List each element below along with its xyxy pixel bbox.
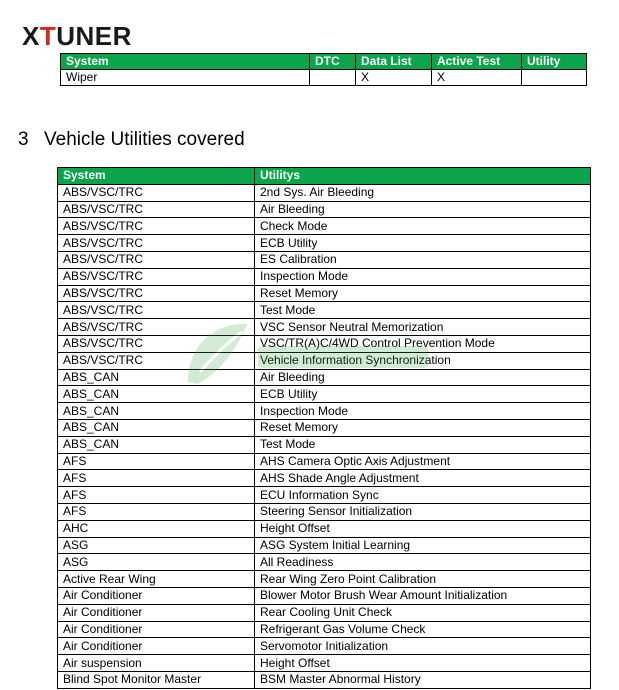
cell-active-test: X	[432, 70, 522, 86]
cell-system: AFS	[58, 453, 255, 470]
cell-system: ABS/VSC/TRC	[58, 302, 255, 319]
xtuner-logo	[22, 22, 132, 50]
header-system: System	[61, 54, 310, 70]
system-coverage-table	[60, 53, 587, 86]
cell-utility: Rear Wing Zero Point Calibration	[255, 571, 591, 588]
cell-system: Wiper	[61, 70, 310, 86]
utilities-table-header-row	[58, 168, 591, 185]
cell-system: Air Conditioner	[58, 587, 255, 604]
table-row	[58, 671, 591, 688]
cell-system: ASG	[58, 537, 255, 554]
cell-system: ABS/VSC/TRC	[58, 285, 255, 302]
cell-utility: Rear Cooling Unit Check	[255, 604, 591, 621]
cell-utility: Reset Memory	[255, 419, 591, 436]
table-row	[58, 638, 591, 655]
table-row	[58, 352, 591, 369]
cell-utility: Refrigerant Gas Volume Check	[255, 621, 591, 638]
cell-system: AHC	[58, 520, 255, 537]
cell-utility: ECB Utility	[255, 235, 591, 252]
cell-system: Active Rear Wing	[58, 571, 255, 588]
table-row	[58, 251, 591, 268]
table-row	[58, 268, 591, 285]
cell-system: Blind Spot Monitor Master	[58, 671, 255, 688]
cell-system: Air Conditioner	[58, 621, 255, 638]
table-row	[58, 571, 591, 588]
cell-utility: Air Bleeding	[255, 201, 591, 218]
cell-utility: Height Offset	[255, 520, 591, 537]
table-row	[58, 302, 591, 319]
table-row	[58, 537, 591, 554]
cell-system: ABS/VSC/TRC	[58, 268, 255, 285]
header-data-list: Data List	[356, 54, 432, 70]
table-row	[58, 587, 591, 604]
table-row	[61, 70, 587, 86]
table-row	[58, 604, 591, 621]
cell-utility: Inspection Mode	[255, 403, 591, 420]
header-utility: Utility	[522, 54, 587, 70]
cell-system: Air suspension	[58, 655, 255, 672]
table-row	[58, 218, 591, 235]
cell-system: ABS_CAN	[58, 369, 255, 386]
table-row	[58, 487, 591, 504]
table-row	[58, 554, 591, 571]
system-table-header-row	[61, 54, 587, 70]
cell-system: ABS/VSC/TRC	[58, 319, 255, 336]
cell-system: ABS_CAN	[58, 403, 255, 420]
table-row	[58, 201, 591, 218]
table-row	[58, 621, 591, 638]
logo-letter-x: X	[22, 21, 40, 51]
cell-utility: BSM Master Abnormal History	[255, 671, 591, 688]
table-row	[58, 235, 591, 252]
utilities-table-body	[58, 184, 591, 688]
table-row	[58, 184, 591, 201]
table-row	[58, 403, 591, 420]
table-row	[58, 655, 591, 672]
cell-system: ABS_CAN	[58, 386, 255, 403]
header-utilitys: Utilitys	[255, 168, 591, 185]
cell-utility: Reset Memory	[255, 285, 591, 302]
table-row	[58, 335, 591, 352]
cell-system: ABS/VSC/TRC	[58, 201, 255, 218]
table-row	[58, 386, 591, 403]
cell-system: ABS/VSC/TRC	[58, 335, 255, 352]
cell-utility: ES Calibration	[255, 251, 591, 268]
cell-utility: All Readiness	[255, 554, 591, 571]
cell-system: ABS/VSC/TRC	[58, 218, 255, 235]
header-active-test: Active Test	[432, 54, 522, 70]
cell-utility: ECB Utility	[255, 386, 591, 403]
table-row	[58, 436, 591, 453]
table-row	[58, 369, 591, 386]
cell-system: ABS/VSC/TRC	[58, 251, 255, 268]
table-row	[58, 319, 591, 336]
header-dtc: DTC	[310, 54, 356, 70]
cell-system: Air Conditioner	[58, 638, 255, 655]
section-number: 3	[18, 129, 29, 150]
table-row	[58, 503, 591, 520]
cell-utility: Test Mode	[255, 302, 591, 319]
cell-utility	[522, 70, 587, 86]
cell-system: ASG	[58, 554, 255, 571]
cell-utility: Air Bleeding	[255, 369, 591, 386]
cell-system: AFS	[58, 470, 255, 487]
cell-system: ABS/VSC/TRC	[58, 352, 255, 369]
cell-system: ABS_CAN	[58, 436, 255, 453]
section-heading	[18, 129, 245, 151]
logo-letters-uner: UNER	[56, 21, 132, 51]
cell-data-list: X	[356, 70, 432, 86]
header-system: System	[58, 168, 255, 185]
cell-utility: ASG System Initial Learning	[255, 537, 591, 554]
table-row	[58, 453, 591, 470]
cell-utility: 2nd Sys. Air Bleeding	[255, 184, 591, 201]
cell-utility: Test Mode	[255, 436, 591, 453]
cell-system: ABS/VSC/TRC	[58, 184, 255, 201]
cell-system: AFS	[58, 487, 255, 504]
cell-utility: Blower Motor Brush Wear Amount Initialization	[255, 587, 591, 604]
cell-utility: AHS Shade Angle Adjustment	[255, 470, 591, 487]
cell-utility: VSC Sensor Neutral Memorization	[255, 319, 591, 336]
cell-system: ABS/VSC/TRC	[58, 235, 255, 252]
logo-letter-t: T	[39, 21, 57, 51]
cell-utility: Check Mode	[255, 218, 591, 235]
cell-utility: Servomotor Initialization	[255, 638, 591, 655]
cell-utility: AHS Camera Optic Axis Adjustment	[255, 453, 591, 470]
section-title: Vehicle Utilities covered	[44, 129, 245, 150]
cell-utility: VSC/TR(A)C/4WD Control Prevention Mode	[255, 335, 591, 352]
cell-system: Air Conditioner	[58, 604, 255, 621]
cell-utility: Inspection Mode	[255, 268, 591, 285]
table-row	[58, 419, 591, 436]
table-row	[58, 285, 591, 302]
vehicle-utilities-table	[57, 167, 591, 689]
cell-utility: ECU Information Sync	[255, 487, 591, 504]
cell-dtc	[310, 70, 356, 86]
table-row	[58, 470, 591, 487]
cell-system: ABS_CAN	[58, 419, 255, 436]
cell-system: AFS	[58, 503, 255, 520]
cell-utility: Vehicle Information Synchronization	[255, 352, 591, 369]
cell-utility: Height Offset	[255, 655, 591, 672]
table-row	[58, 520, 591, 537]
cell-utility: Steering Sensor Initialization	[255, 503, 591, 520]
